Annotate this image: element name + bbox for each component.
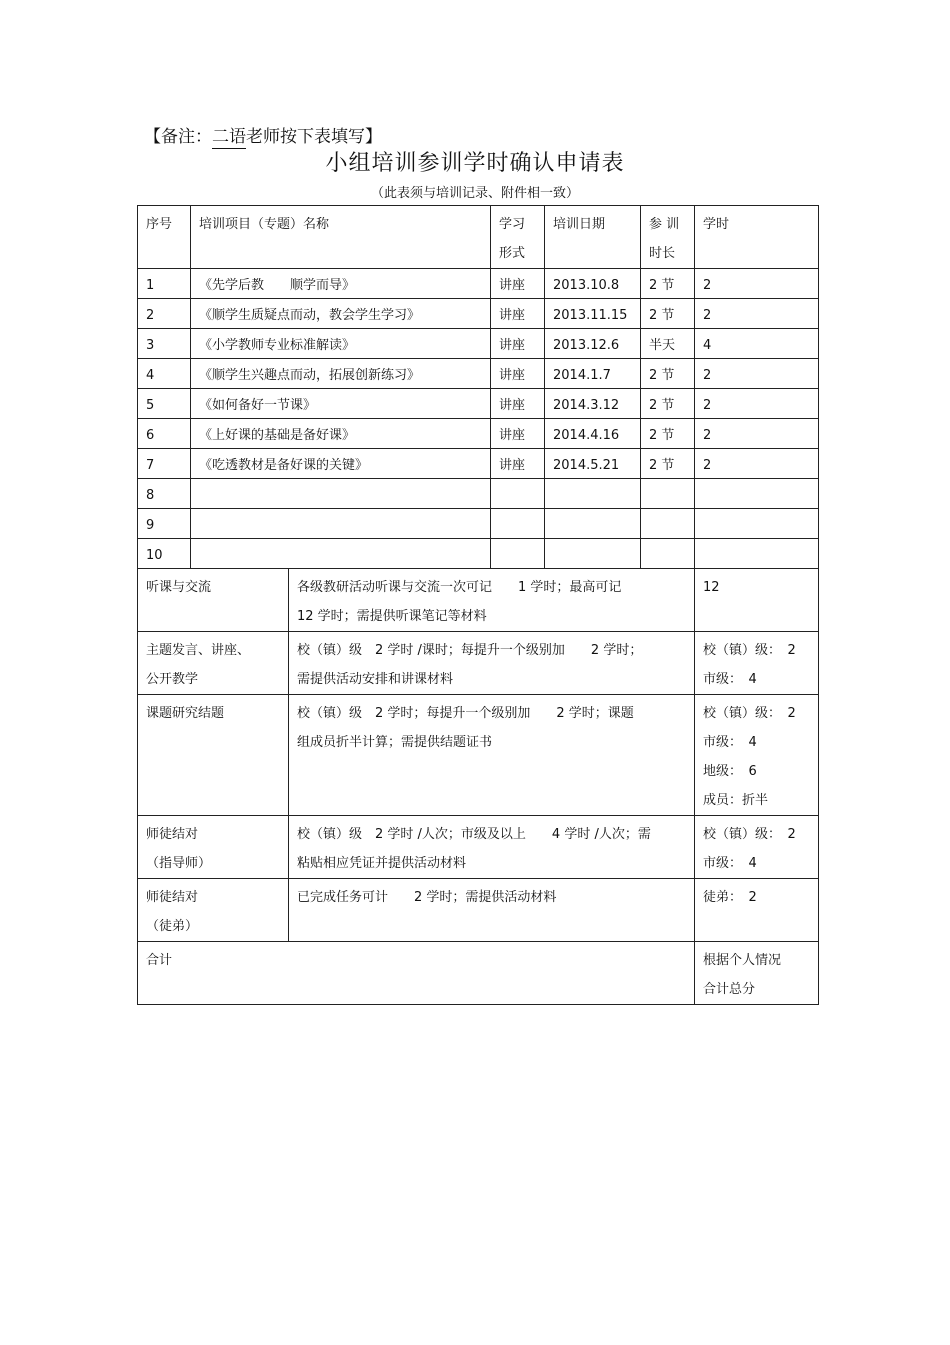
category-rule-line: 组成员折半计算；需提供结题证书 bbox=[297, 735, 493, 750]
category-rule bbox=[289, 816, 695, 879]
category-credit bbox=[695, 632, 819, 695]
row-form bbox=[491, 479, 545, 509]
row-project bbox=[191, 509, 491, 539]
category-name-line: 听课与交流 bbox=[146, 580, 212, 595]
row-date: 2013.12.6 bbox=[545, 329, 641, 359]
table-row bbox=[138, 359, 819, 389]
credit-line: 校（镇）级： 2 bbox=[703, 706, 796, 721]
row-date bbox=[545, 539, 641, 569]
row-hours: 2 bbox=[695, 389, 819, 419]
table-row bbox=[138, 419, 819, 449]
credit-line: 市级： 4 bbox=[703, 735, 757, 750]
row-duration: 2 节 bbox=[641, 299, 695, 329]
row-date: 2013.10.8 bbox=[545, 269, 641, 299]
row-duration: 2 节 bbox=[641, 359, 695, 389]
page-subtitle: （此表须与培训记录、附件相一致） bbox=[370, 186, 579, 201]
row-index: 8 bbox=[138, 479, 191, 509]
row-index: 4 bbox=[138, 359, 191, 389]
category-rule bbox=[289, 569, 695, 632]
row-hours bbox=[695, 539, 819, 569]
category-credit bbox=[695, 816, 819, 879]
row-hours: 2 bbox=[695, 359, 819, 389]
row-index: 5 bbox=[138, 389, 191, 419]
row-hours: 2 bbox=[695, 449, 819, 479]
total-label: 合计 bbox=[138, 942, 695, 1005]
category-name-line: 课题研究结题 bbox=[146, 706, 225, 721]
row-duration: 2 节 bbox=[641, 389, 695, 419]
row-form: 讲座 bbox=[491, 329, 545, 359]
category-rule bbox=[289, 879, 695, 942]
row-duration bbox=[641, 479, 695, 509]
row-project: 《先学后教 顺学而导》 bbox=[191, 269, 491, 299]
row-duration: 2 节 bbox=[641, 419, 695, 449]
row-form: 讲座 bbox=[491, 359, 545, 389]
category-row bbox=[138, 695, 819, 816]
table-row bbox=[138, 539, 819, 569]
total-value-line: 合计总分 bbox=[703, 982, 756, 997]
row-duration bbox=[641, 509, 695, 539]
row-form: 讲座 bbox=[491, 419, 545, 449]
credit-line: 地级： 6 bbox=[703, 764, 757, 779]
credit-line: 市级： 4 bbox=[703, 672, 757, 687]
category-credit bbox=[695, 569, 819, 632]
credit-line: 徒弟： 2 bbox=[703, 890, 757, 905]
row-hours: 2 bbox=[695, 269, 819, 299]
category-rule-line: 校（镇）级 2 学时 /人次；市级及以上 4 学时 /人次；需 bbox=[297, 827, 651, 842]
category-name-line: 师徒结对 bbox=[146, 890, 199, 905]
credit-line: 成员：折半 bbox=[703, 793, 769, 808]
row-form: 讲座 bbox=[491, 389, 545, 419]
category-row bbox=[138, 879, 819, 942]
category-row bbox=[138, 816, 819, 879]
note-prefix: 【备注： bbox=[144, 127, 212, 147]
row-hours: 2 bbox=[695, 299, 819, 329]
category-credit bbox=[695, 695, 819, 816]
row-form bbox=[491, 509, 545, 539]
row-duration: 2 节 bbox=[641, 269, 695, 299]
credit-line: 校（镇）级： 2 bbox=[703, 827, 796, 842]
credit-line: 校（镇）级： 2 bbox=[703, 643, 796, 658]
row-form: 讲座 bbox=[491, 449, 545, 479]
row-index: 6 bbox=[138, 419, 191, 449]
row-form bbox=[491, 539, 545, 569]
row-date: 2014.4.16 bbox=[545, 419, 641, 449]
category-credit bbox=[695, 879, 819, 942]
category-rule bbox=[289, 632, 695, 695]
note-line bbox=[144, 122, 382, 147]
category-rule-line: 已完成任务可计 2 学时；需提供活动材料 bbox=[297, 890, 557, 905]
category-rule-line: 12 学时；需提供听课笔记等材料 bbox=[297, 609, 487, 624]
category-rule-line: 校（镇）级 2 学时 /课时；每提升一个级别加 2 学时； bbox=[297, 643, 643, 658]
total-value bbox=[695, 942, 819, 1005]
category-row bbox=[138, 632, 819, 695]
credit-line: 12 bbox=[703, 580, 720, 595]
row-duration bbox=[641, 539, 695, 569]
row-hours bbox=[695, 509, 819, 539]
row-project bbox=[191, 539, 491, 569]
header-row bbox=[138, 206, 819, 269]
category-name bbox=[138, 816, 289, 879]
table-row bbox=[138, 479, 819, 509]
row-project: 《上好课的基础是备好课》 bbox=[191, 419, 491, 449]
category-rule bbox=[289, 695, 695, 816]
row-index: 10 bbox=[138, 539, 191, 569]
row-date: 2014.1.7 bbox=[545, 359, 641, 389]
row-date: 2014.5.21 bbox=[545, 449, 641, 479]
category-name-line: 公开教学 bbox=[146, 672, 199, 687]
table-row bbox=[138, 449, 819, 479]
row-duration: 半天 bbox=[641, 329, 695, 359]
category-name bbox=[138, 695, 289, 816]
row-index: 1 bbox=[138, 269, 191, 299]
category-rule-line: 需提供活动安排和讲课材料 bbox=[297, 672, 454, 687]
row-form: 讲座 bbox=[491, 299, 545, 329]
credit-line: 市级： 4 bbox=[703, 856, 757, 871]
table-row bbox=[138, 389, 819, 419]
note-suffix: 老师按下表填写】 bbox=[246, 127, 382, 147]
row-project: 《顺学生质疑点而动，教会学生学习》 bbox=[191, 299, 491, 329]
table-row bbox=[138, 299, 819, 329]
category-rule-line: 各级教研活动听课与交流一次可记 1 学时；最高可记 bbox=[297, 580, 622, 595]
header-duration: 参 训 时长 bbox=[641, 206, 695, 269]
training-hours-table bbox=[137, 205, 819, 1005]
total-row bbox=[138, 942, 819, 1005]
category-rule-line: 校（镇）级 2 学时；每提升一个级别加 2 学时；课题 bbox=[297, 706, 634, 721]
row-project: 《顺学生兴趣点而动，拓展创新练习》 bbox=[191, 359, 491, 389]
row-project: 《如何备好一节课》 bbox=[191, 389, 491, 419]
category-name bbox=[138, 569, 289, 632]
table-row bbox=[138, 509, 819, 539]
category-name bbox=[138, 879, 289, 942]
category-name-line: 师徒结对 bbox=[146, 827, 199, 842]
row-index: 3 bbox=[138, 329, 191, 359]
row-index: 9 bbox=[138, 509, 191, 539]
header-index: 序号 bbox=[138, 206, 191, 269]
category-row bbox=[138, 569, 819, 632]
row-hours: 2 bbox=[695, 419, 819, 449]
category-name bbox=[138, 632, 289, 695]
header-project: 培训项目（专题）名称 bbox=[191, 206, 491, 269]
header-form: 学习 形式 bbox=[491, 206, 545, 269]
row-index: 7 bbox=[138, 449, 191, 479]
header-date: 培训日期 bbox=[545, 206, 641, 269]
row-hours bbox=[695, 479, 819, 509]
category-name-line: （指导师） bbox=[146, 856, 212, 871]
row-date: 2013.11.15 bbox=[545, 299, 641, 329]
row-date bbox=[545, 479, 641, 509]
row-project: 《吃透教材是备好课的关键》 bbox=[191, 449, 491, 479]
page-title: 小组培训参训学时确认申请表 bbox=[325, 151, 625, 176]
row-hours: 4 bbox=[695, 329, 819, 359]
header-hours: 学时 bbox=[695, 206, 819, 269]
table-row bbox=[138, 269, 819, 299]
row-project bbox=[191, 479, 491, 509]
category-name-line: 主题发言、讲座、 bbox=[146, 643, 251, 658]
table-row bbox=[138, 329, 819, 359]
category-rule-line: 粘贴相应凭证并提供活动材料 bbox=[297, 856, 467, 871]
row-project: 《小学教师专业标准解读》 bbox=[191, 329, 491, 359]
row-duration: 2 节 bbox=[641, 449, 695, 479]
row-date bbox=[545, 509, 641, 539]
category-name-line: （徒弟） bbox=[146, 919, 199, 934]
row-index: 2 bbox=[138, 299, 191, 329]
row-date: 2014.3.12 bbox=[545, 389, 641, 419]
row-form: 讲座 bbox=[491, 269, 545, 299]
note-underlined: 二语 bbox=[212, 127, 246, 147]
total-value-line: 根据个人情况 bbox=[703, 953, 782, 968]
